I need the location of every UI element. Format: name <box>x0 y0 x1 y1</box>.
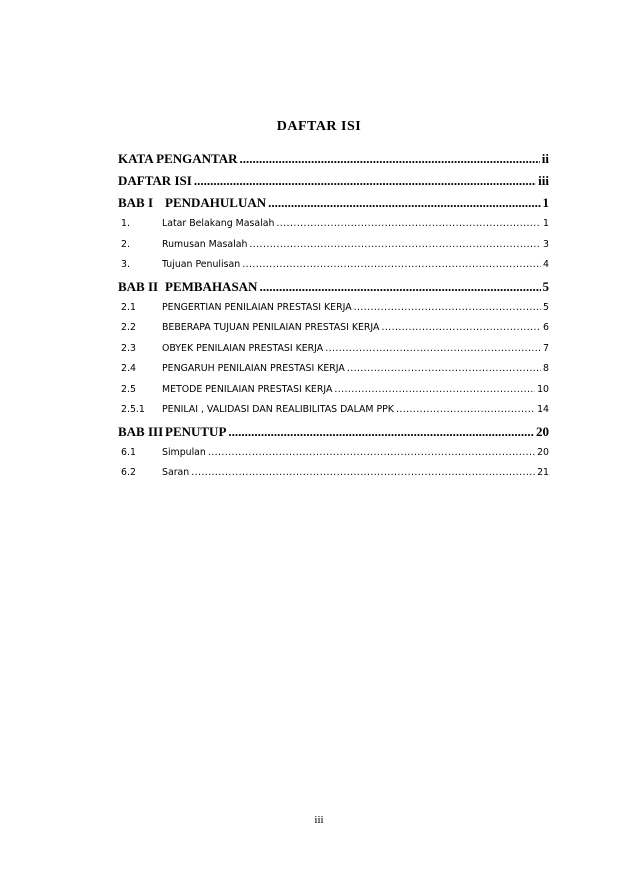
dot-leader <box>242 255 541 276</box>
toc-entry-page: 4 <box>543 259 549 270</box>
toc-entry-label: PENGERTIAN PENILAIAN PRESTASI KERJA <box>162 301 352 313</box>
dot-leader <box>194 170 536 192</box>
toc-section-2-1 <box>118 298 549 319</box>
toc-entry-label: DAFTAR ISI <box>118 173 192 188</box>
dot-leader <box>249 235 541 256</box>
toc-entry-page: 5 <box>543 301 549 313</box>
toc-entry-label: PENUTUP <box>165 423 227 439</box>
dot-leader <box>347 359 541 380</box>
toc-entry-page: 5 <box>542 278 549 294</box>
toc-section-number: 3. <box>121 259 130 270</box>
toc-section-number: 2.1 <box>121 301 136 313</box>
toc-chapter-bab-1 <box>118 192 549 214</box>
dot-leader <box>325 339 541 360</box>
table-of-contents <box>118 148 549 484</box>
toc-entry-page: 10 <box>537 383 549 395</box>
toc-chapter-bab-2 <box>118 276 549 298</box>
toc-entry-label: Rumusan Masalah <box>162 238 248 250</box>
toc-section-2-5 <box>118 380 549 401</box>
toc-entry-page: 6 <box>543 322 549 333</box>
toc-entry-label: Tujuan Penulisan <box>162 259 241 270</box>
dot-leader <box>228 421 534 443</box>
toc-entry-label: PENDAHULUAN <box>165 195 267 210</box>
toc-entry-page: iii <box>538 173 549 188</box>
toc-section-6-2 <box>118 463 549 484</box>
dot-leader <box>268 192 540 214</box>
dot-leader <box>396 400 535 421</box>
dot-leader <box>191 463 535 484</box>
toc-section-1 <box>118 214 549 235</box>
toc-entry-daftar-isi <box>118 170 549 192</box>
toc-section-number: 2.2 <box>121 322 136 333</box>
toc-chapter-number: BAB I <box>118 195 154 210</box>
dot-leader <box>354 298 541 319</box>
page-title: DAFTAR ISI <box>276 119 362 134</box>
dot-leader <box>259 276 540 298</box>
toc-section-2-4 <box>118 359 549 380</box>
toc-entry-page: 7 <box>543 342 549 354</box>
toc-section-2-2 <box>118 318 549 339</box>
toc-section-number: 2.5 <box>121 383 136 395</box>
toc-section-number: 2.4 <box>121 363 136 374</box>
toc-section-2 <box>118 235 549 256</box>
toc-entry-label: Latar Belakang Masalah <box>162 218 275 229</box>
toc-chapter-number: BAB III <box>118 423 164 439</box>
dot-leader <box>276 214 541 235</box>
toc-section-2-3 <box>118 339 549 360</box>
page-number-footer: iii <box>314 814 324 826</box>
toc-section-number: 6.1 <box>121 446 136 458</box>
toc-entry-label: PENGARUH PENILAIAN PRESTASI KERJA <box>162 363 345 374</box>
toc-entry-page: ii <box>541 151 549 166</box>
toc-entry-label: METODE PENILAIAN PRESTASI KERJA <box>162 383 333 395</box>
dot-leader <box>381 318 541 339</box>
toc-entry-label: PENILAI , VALIDASI DAN REALIBILITAS DALAM PPK <box>162 404 394 415</box>
toc-chapter-number: BAB II <box>118 278 159 294</box>
toc-entry-page: 8 <box>543 363 549 374</box>
dot-leader <box>334 380 535 401</box>
dot-leader <box>240 148 540 170</box>
toc-entry-kata-pengantar <box>118 148 549 170</box>
toc-entry-label: PEMBAHASAN <box>165 278 258 294</box>
dot-leader <box>208 443 535 464</box>
toc-entry-label: KATA PENGANTAR <box>118 151 238 166</box>
toc-entry-page: 14 <box>537 404 549 415</box>
toc-entry-label: Simpulan <box>162 446 206 458</box>
toc-entry-label: OBYEK PENILAIAN PRESTASI KERJA <box>162 342 324 354</box>
toc-entry-page: 20 <box>536 423 549 439</box>
toc-entry-page: 3 <box>543 238 549 250</box>
toc-entry-page: 1 <box>543 218 549 229</box>
toc-section-number: 2.5.1 <box>121 404 145 415</box>
toc-entry-label: BEBERAPA TUJUAN PENILAIAN PRESTASI KERJA <box>162 322 380 333</box>
toc-section-number: 6.2 <box>121 467 136 478</box>
toc-entry-page: 20 <box>537 446 549 458</box>
toc-entry-page: 1 <box>542 195 549 210</box>
toc-entry-label: Saran <box>162 467 190 478</box>
toc-chapter-bab-3 <box>118 421 549 443</box>
toc-section-number: 1. <box>121 218 130 229</box>
toc-section-6-1 <box>118 443 549 464</box>
toc-section-number: 2.3 <box>121 342 136 354</box>
toc-entry-page: 21 <box>537 467 549 478</box>
toc-section-3 <box>118 255 549 276</box>
toc-section-number: 2. <box>121 238 130 250</box>
toc-section-2-5-1 <box>118 400 549 421</box>
